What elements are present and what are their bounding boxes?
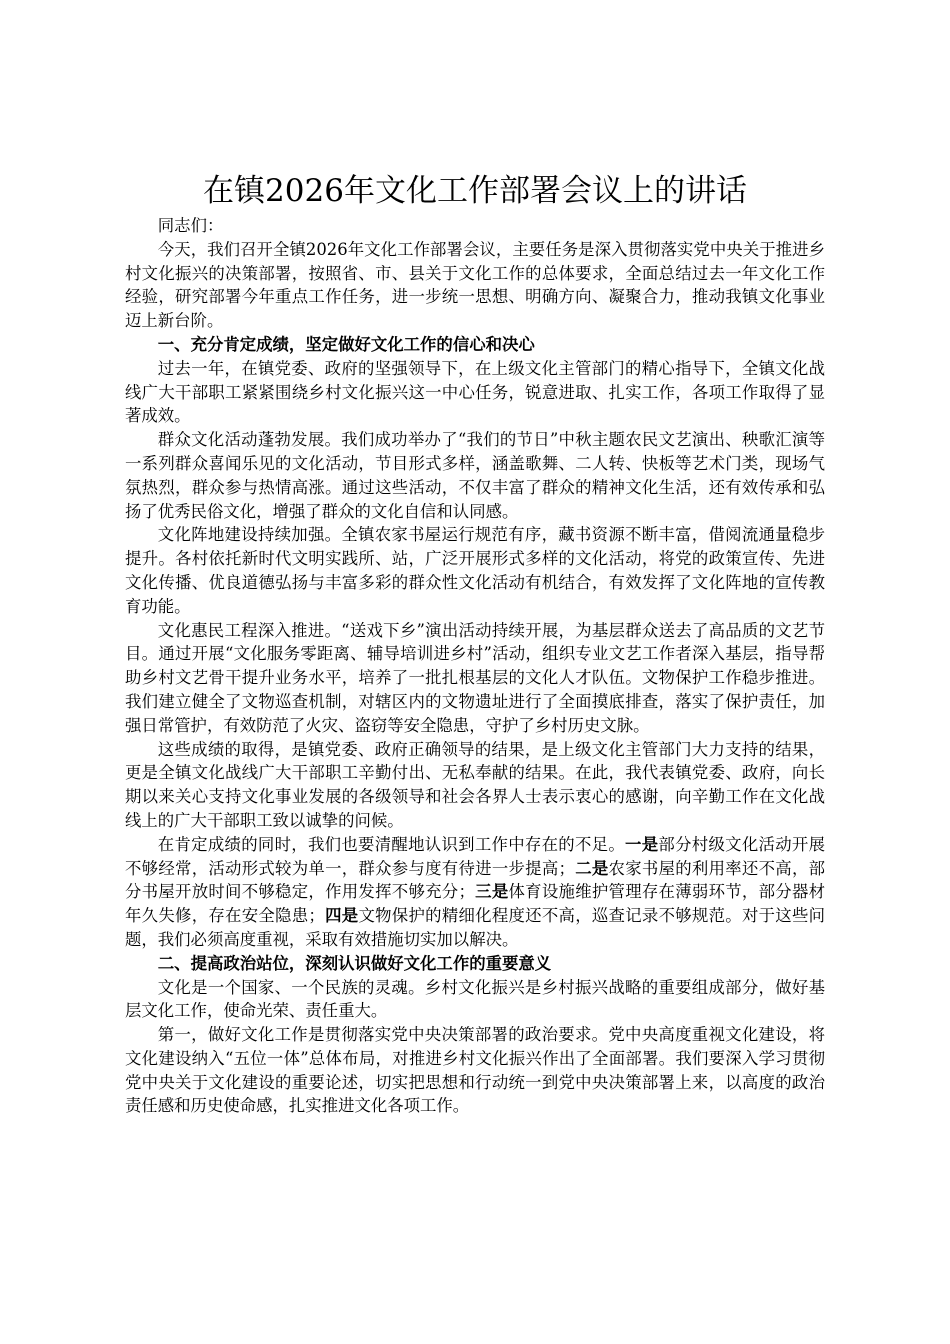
section2-paragraph-2: 第一，做好文化工作是贯彻落实党中央决策部署的政治要求。党中央高度重视文化建设，将文化建设纳入“五位一体”总体布局，对推进乡村文化振兴作出了全面部署。我们要深入学习贯彻党中央关于文化建设的重要论述，切实把思想和行动统一到党中央决策部署上来，以高度的政治责任感和历史使命感，扎实推进文化各项工作。 — [125, 1025, 825, 1116]
point-text-2: 农家书屋的利用率还不高，部分书屋开放时间不够稳定，作用发挥不够充分； — [125, 858, 826, 902]
shortcomings-intro-text: 在肯定成绩的同时，我们也要清醒地认识到工作中存在的不足。 — [157, 834, 626, 854]
section2-paragraph-1: 文化是一个国家、一个民族的灵魂。乡村文化振兴是乡村振兴战略的重要组成部分，做好基层文化工作，使命光荣、责任重大。 — [125, 977, 825, 1021]
section1-paragraph-2: 群众文化活动蓬勃发展。我们成功举办了“我们的节日”中秋主题农民文艺演出、秧歌汇演等一系列群众喜闻乐见的文化活动，节目形式多样，涵盖歌舞、二人转、快板等艺术门类，现场气氛热烈，群众参与热情高涨。通过这些活动，不仅丰富了群众的精神文化生活，还有效传承和弘扬了优秀民俗文化，增强了群众的文化自信和认同感。 — [125, 430, 825, 521]
section1-paragraph-1: 过去一年，在镇党委、政府的坚强领导下，在上级文化主管部门的精心指导下，全镇文化战线广大干部职工紧紧围绕乡村文化振兴这一中心任务，锐意进取、扎实工作，各项工作取得了显著成效。 — [125, 358, 825, 426]
point-marker-4: 四是 — [324, 906, 359, 926]
point-text-1: 部分村级文化活动开展不够经常，活动形式较为单一，群众参与度有待进一步提高； — [125, 834, 825, 878]
document-page — [125, 170, 825, 1118]
point-marker-2: 二是 — [574, 858, 609, 878]
intro-paragraph: 今天，我们召开全镇2026年文化工作部署会议，主要任务是深入贯彻落实党中央关于推进乡村文化振兴的决策部署，按照省、市、县关于文化工作的总体要求，全面总结过去一年文化工作经验，研究部署今年重点工作任务，进一步统一思想、明确方向、凝聚合力，推动我镇文化事业迈上新台阶。 — [125, 239, 825, 331]
document-title: 在镇2026年文化工作部署会议上的讲话 — [203, 173, 747, 209]
section-heading-2: 二、提高政治站位，深刻认识做好文化工作的重要意义 — [157, 953, 552, 973]
section1-paragraph-5: 这些成绩的取得，是镇党委、政府正确领导的结果，是上级文化主管部门大力支持的结果，更是全镇文化战线广大干部职工辛勤付出、无私奉献的结果。在此，我代表镇党委、政府，向长期以来关心支持文化事业发展的各级领导和社会各界人士表示衷心的感谢，向辛勤工作在文化战线上的广大干部职工致以诚挚的问候。 — [125, 739, 825, 830]
point-marker-1: 一是 — [625, 834, 659, 854]
point-marker-3: 三是 — [474, 882, 509, 902]
section-heading-1: 一、充分肯定成绩，坚定做好文化工作的信心和决心 — [157, 334, 535, 354]
section1-paragraph-4: 文化惠民工程深入推进。“送戏下乡”演出活动持续开展，为基层群众送去了高品质的文艺节目。通过开展“文化服务零距离、辅导培训进乡村”活动，组织专业文艺工作者深入基层，指导帮助乡村文艺骨干提升业务水平，培养了一批扎根基层的文化人才队伍。文物保护工作稳步推进。我们建立健全了文物巡查机制，对辖区内的文物遗址进行了全面摸底排查，落实了保护责任，加强日常管护，有效防范了火灾、盗窃等安全隐患，守护了乡村历史文脉。 — [125, 620, 825, 735]
point-text-3: 体育设施维护管理存在薄弱环节，部分器材年久失修，存在安全隐患； — [125, 882, 826, 926]
section1-paragraph-6 — [125, 833, 825, 952]
section1-paragraph-3: 文化阵地建设持续加强。全镇农家书屋运行规范有序，藏书资源不断丰富，借阅流通量稳步提升。各村依托新时代文明实践所、站，广泛开展形式多样的文化活动，将党的政策宣传、先进文化传播、优良道德弘扬与丰富多彩的群众性文化活动有机结合，有效发挥了文化阵地的宣传教育功能。 — [125, 525, 825, 616]
point-text-4: 文物保护的精细化程度还不高，巡查记录不够规范。对于这些问题，我们必须高度重视，采取有效措施切实加以解决。 — [125, 906, 826, 949]
greeting: 同志们： — [157, 216, 224, 235]
